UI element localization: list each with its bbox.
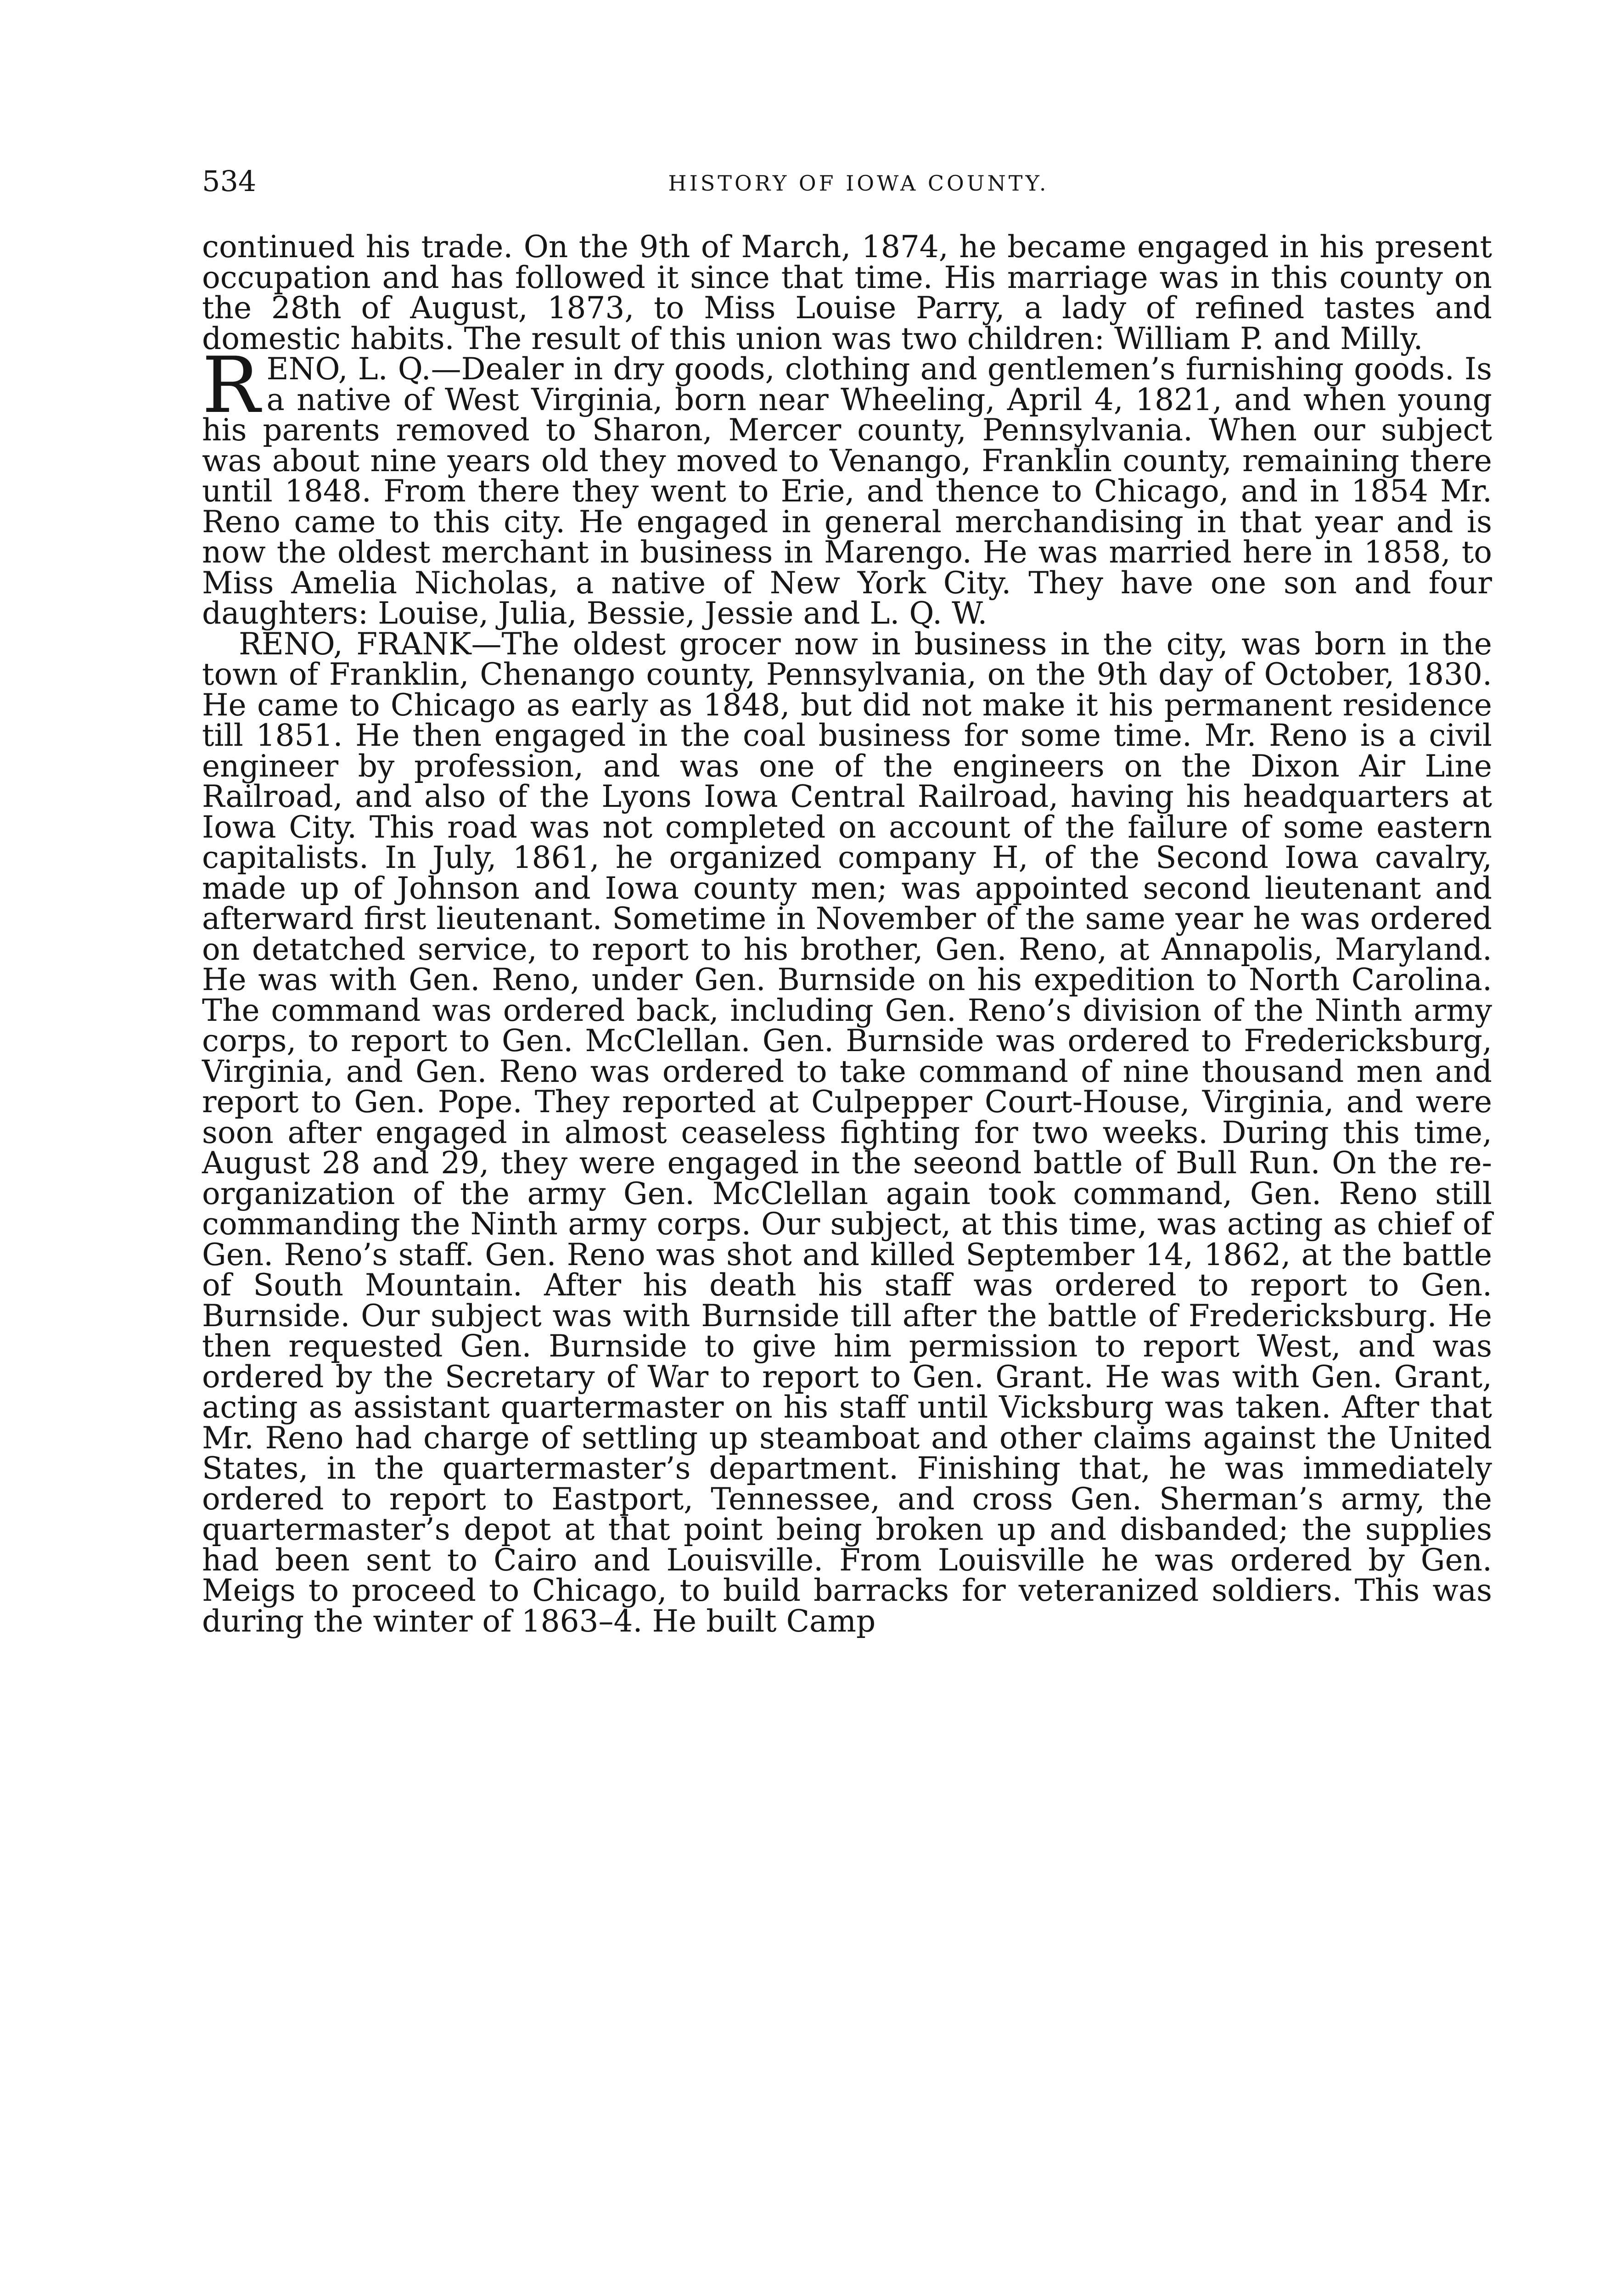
paragraph-continued-trade: continued his trade. On the 9th of March, 1874, he became engaged in his present occupation and has followed it since that time. His marriage was in this county on the 28th of August, 1873, to Miss Louise Parry, a lady of refined tastes and domestic habits. The result of this union was two children: William P. and Milly.: [202, 229, 1492, 356]
running-title: HISTORY OF IOWA COUNTY.: [668, 171, 1049, 196]
entry-reno-lq: [202, 340, 1492, 631]
running-header: [202, 163, 1515, 200]
entry-reno-lq-text: ENO, L. Q.—Dealer in dry goods, clothing and gentlemen’s furnishing goods. Is a native of West Virginia, born near Wheeling, April 4, 1821, and when young his parents removed to Sharon, Mercer county, Pennsylvania. When our subject was about nine years old they moved to Venango, Franklin county, remaining there until 1848. From there they went to Erie, and thence to Chicago, and in 1854 Mr. Reno came to this city. He engaged in general merchandising in that year and is now the oldest merchant in business in Marengo. He was married here in 1858, to Miss Amelia Nicholas, a native of New York City. They have one son and four daughters: Louise, Julia, Bessie, Jessie and L. Q. W.: [202, 351, 1492, 631]
page-number: 534: [202, 164, 257, 198]
entry-reno-frank: RENO, FRANK—The oldest grocer now in business in the city, was born in the town of Franklin, Chenango county, Pennsylvania, on the 9th day of October, 1830. He came to Chicago as early as 1848, but did not make it his permanent residence till 1851. He then engaged in the coal business for some time. Mr. Reno is a civil engineer by profession, and was one of the engineers on the Dixon Air Line Railroad, and also of the Lyons Iowa Central Railroad, having his headquarters at Iowa City. This road was not completed on account of the failure of some eastern capitalists. In July, 1861, he organized company H, of the Second Iowa cavalry, made up of Johnson and Iowa county men; was appointed second lieutenant and afterward first lieutenant. Sometime in November of the same year he was ordered on detatched service, to report to his brother, Gen. Reno, at Annapolis, Maryland. He was with Gen. Reno, under Gen. Burnside on his expedition to North Carolina. The command was ordered back, including Gen. Reno’s division of the Ninth army corps, to report to Gen. McClellan. Gen. Burnside was ordered to Fredericksburg, Virginia, and Gen. Reno was ordered to take command of nine thousand men and report to Gen. Pope. They reported at Culpepper Court-House, Virginia, and were soon after engaged in almost ceaseless fighting for two weeks. During this time, August 28 and 29, they were engaged in the seeond battle of Bull Run. On the re-organization of the army Gen. McClellan again took command, Gen. Reno still commanding the Ninth army corps. Our subject, at this time, was acting as chief of Gen. Reno’s staff. Gen. Reno was shot and killed September 14, 1862, at the battle of South Mountain. After his death his staff was ordered to report to Gen. Burnside. Our subject was with Burnside till after the battle of Fredericksburg. He then requested Gen. Burnside to give him permission to report West, and was ordered by the Secretary of War to report to Gen. Grant. He was with Gen. Grant, acting as assistant quartermaster on his staff until Vicksburg was taken. After that Mr. Reno had charge of settling up steamboat and other claims against the United States, in the quartermaster’s department. Finishing that, he was immediately ordered to report to Eastport, Tennessee, and cross Gen. Sherman’s army, the quartermaster’s depot at that point being broken up and disbanded; the supplies had been sent to Cairo and Louisville. From Louisville he was ordered by Gen. Meigs to proceed to Chicago, to build barracks for veteranized soldiers. This was during the winter of 1863–4. He built Camp: [202, 626, 1492, 1639]
drop-cap: R: [202, 340, 260, 430]
body-text: [202, 229, 1492, 1639]
